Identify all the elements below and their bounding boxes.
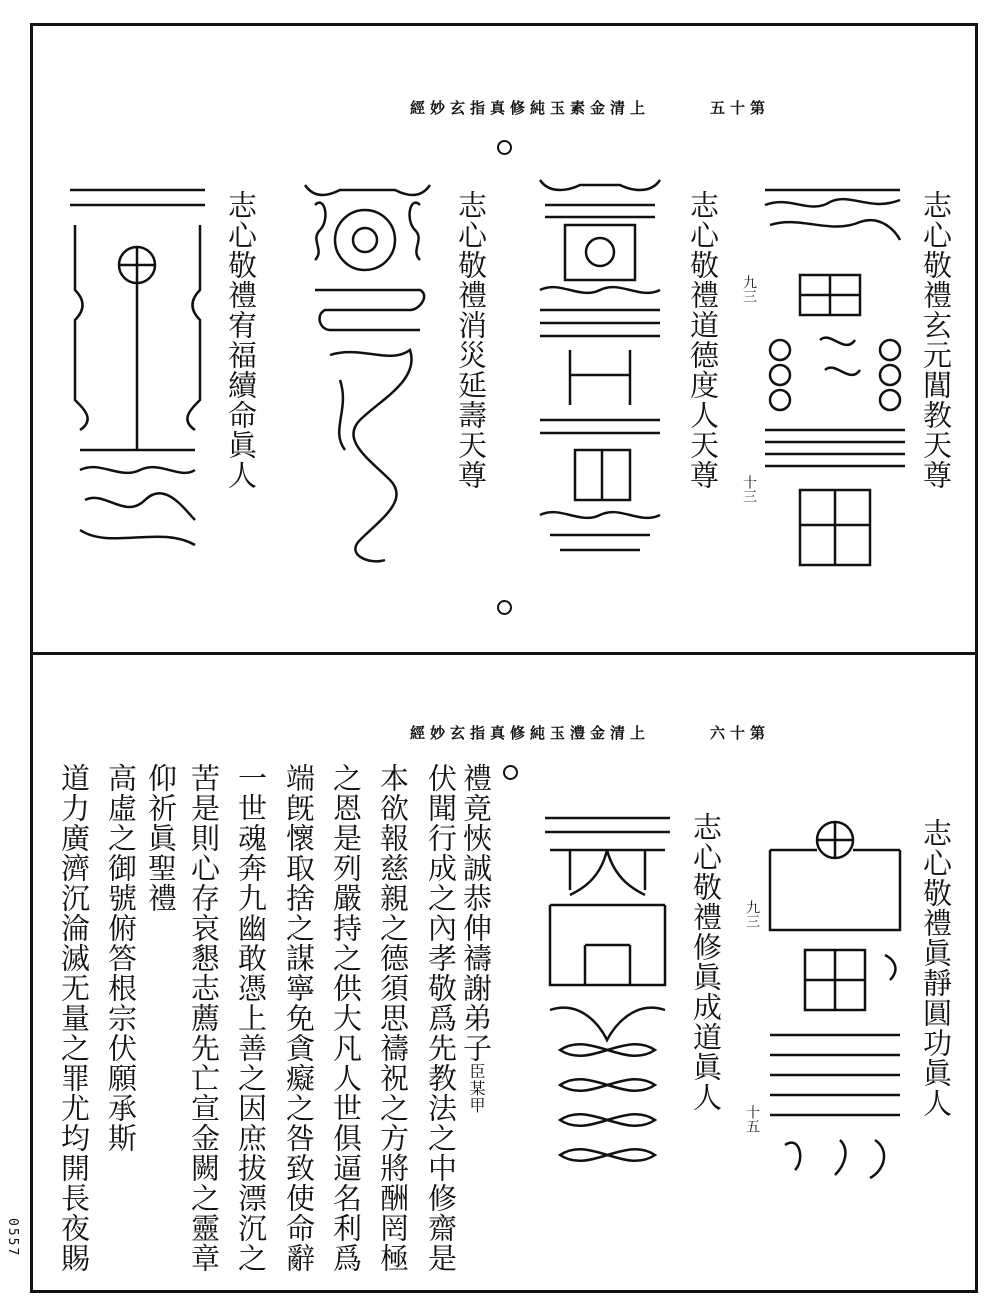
- top-col-4: 志心敬禮宥福續命眞人: [224, 190, 258, 490]
- page-number: 0557: [5, 1218, 20, 1258]
- talisman-image-2: [530, 175, 670, 570]
- bottom-col-12: 道力廣濟沉淪滅无量之罪尤均開長夜賜: [57, 763, 91, 1273]
- talisman-image-6: [540, 810, 675, 1195]
- bottom-note-1: 九三: [744, 900, 760, 928]
- bottom-col-9: 苦是則心存哀懇志薦先亡宣金闕之靈章: [187, 763, 221, 1273]
- bottom-col-3: [460, 763, 492, 1114]
- bottom-col-3-text: 禮竟悏誠恭伸禱謝弟子: [459, 763, 493, 1063]
- talisman-image-1: [760, 180, 910, 575]
- top-col-2: 志心敬禮道德度人天尊: [686, 190, 720, 490]
- top-header-title: 上清金素玉純修真指玄妙經: [410, 99, 651, 117]
- talisman-image-4: [65, 180, 210, 570]
- top-note-1: 九三: [741, 275, 757, 303]
- top-col-1: 志心敬禮玄元閶教天尊: [919, 190, 953, 490]
- bottom-col-6: 之恩是列嚴持之供大凡人世俱逼名利爲: [329, 763, 363, 1273]
- bottom-note-2: 十五: [744, 1105, 760, 1133]
- bottom-col-7: 端旣懷取捨之謀寧免貪癡之咎致使命辭: [282, 763, 316, 1273]
- talisman-image-5: [765, 820, 905, 1185]
- bottom-circle-mark: [503, 765, 518, 780]
- page-divider: [30, 652, 978, 655]
- top-note-2: 十三: [741, 475, 757, 503]
- top-circle-mark-1: [497, 140, 512, 155]
- bottom-header-title: 上清金澧玉純修真指玄妙經: [410, 724, 651, 742]
- bottom-inline-note: 臣某甲: [467, 1063, 486, 1114]
- bottom-header: [410, 722, 770, 743]
- bottom-col-11: 高虛之御號俯答根宗伏願承斯: [104, 763, 138, 1153]
- top-header: [410, 97, 770, 118]
- bottom-col-5: 本欲報慈親之德須思禱祝之方將酬罔極: [376, 763, 410, 1273]
- bottom-col-8: 一世魂奔九幽敢憑上善之因庶拔漂沉之: [234, 763, 268, 1273]
- bottom-col-4: 伏聞行成之內孝敬爲先教法之中修齋是: [424, 763, 458, 1273]
- top-col-3: 志心敬禮消災延壽天尊: [454, 190, 488, 490]
- talisman-image-3: [300, 180, 435, 570]
- top-circle-mark-2: [497, 600, 512, 615]
- bottom-page-label: 第十六: [710, 724, 771, 742]
- bottom-col-2: 志心敬禮修眞成道眞人: [689, 812, 723, 1112]
- bottom-col-10: 仰祈眞聖禮: [144, 763, 178, 913]
- top-page-label: 第十五: [710, 99, 771, 117]
- bottom-col-1: 志心敬禮眞靜圓功眞人: [919, 818, 953, 1118]
